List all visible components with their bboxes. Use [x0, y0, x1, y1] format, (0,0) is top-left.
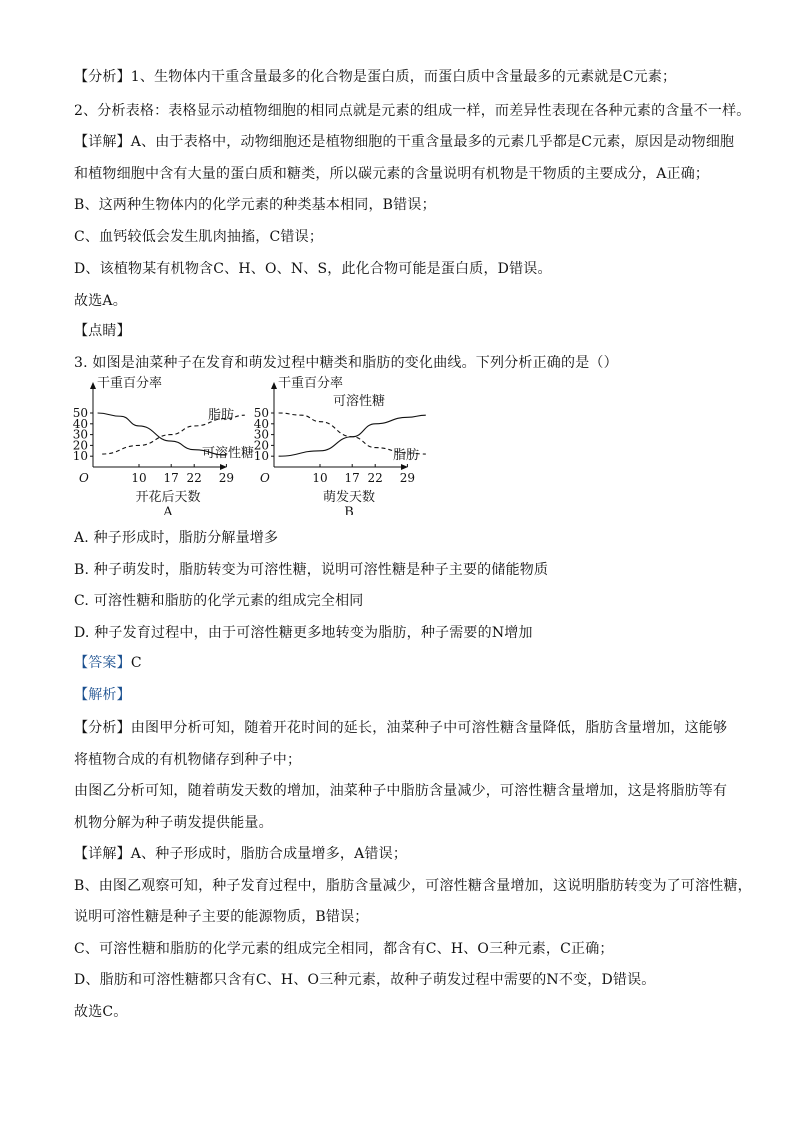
y-tick-label: 50 — [72, 406, 88, 420]
series-label: 可溶性糖 — [202, 446, 255, 461]
y-tick-label: 10 — [253, 449, 269, 464]
text-line: 3. 如图是油菜种子在发育和萌发过程中糖类和脂肪的变化曲线。下列分析正确的是（） — [74, 355, 618, 371]
series-label: 可溶性糖 — [333, 394, 386, 409]
analysis-line: 说明可溶性糖是种子主要的能源物质，B错误； — [74, 909, 369, 925]
text-line: 和植物细胞中含有大量的蛋白质和糖类，所以碳元素的含量说明有机物是干物质的主要成分，A正确； — [74, 166, 710, 182]
x-axis-label: 萌发天数 — [322, 490, 376, 505]
x-tick-label: 17 — [344, 471, 360, 485]
analysis-line: 机物分解为种子萌发提供能量。 — [74, 815, 273, 831]
x-tick-label: 17 — [163, 471, 179, 485]
text-line: 【详解】A、由于表格中，动物细胞还是植物细胞的干重含量最多的元素几乎都是C元素，原因是动物细胞 — [74, 134, 735, 150]
text-line: 【点睛】 — [74, 323, 131, 339]
y-axis-arrow — [271, 382, 277, 389]
x-tick-label: 29 — [218, 471, 235, 485]
option-line: B. 种子萌发时，脂肪转变为可溶性糖，说明可溶性糖是种子主要的储能物质 — [74, 562, 549, 578]
y-axis-arrow — [90, 382, 96, 389]
series-label: 脂肪 — [208, 408, 235, 423]
answer-line — [74, 652, 142, 672]
y-tick-label: 20 — [72, 438, 88, 453]
analysis-line: 将植物合成的有机物储存到种子中； — [74, 752, 302, 768]
option-line: A. 种子形成时，脂肪分解量增多 — [74, 530, 279, 546]
option-line: D. 种子发育过程中，由于可溶性糖更多地转变为脂肪，种子需要的N增加 — [74, 625, 533, 641]
x-tick-label: 10 — [131, 471, 147, 485]
x-tick-label: 22 — [367, 471, 383, 485]
text-line: C、血钙较低会发生肌肉抽搐，C错误； — [74, 229, 324, 245]
y-tick-label: 50 — [253, 406, 269, 420]
y-axis-label: 干重百分率 — [278, 376, 344, 391]
x-tick-label: 10 — [312, 471, 328, 485]
y-tick-label: 20 — [253, 438, 269, 453]
y-axis-label: 干重百分率 — [97, 376, 163, 391]
text-line: 2、分析表格：表格显示动植物细胞的相同点就是元素的组成一样，而差异性表现在各种元素的含量不一样。 — [74, 103, 751, 119]
series-label: 脂肪 — [393, 448, 420, 463]
option-line: C. 可溶性糖和脂肪的化学元素的组成完全相同 — [74, 593, 364, 609]
y-tick-label: 40 — [253, 416, 269, 431]
y-tick-label: 30 — [72, 427, 88, 442]
x-axis-label: 开花后天数 — [135, 490, 201, 505]
analysis-line: C、可溶性糖和脂肪的化学元素的组成完全相同，都含有C、H、O三种元素，C正确； — [74, 941, 614, 957]
analysis-line: 【分析】由图甲分析可知，随着开花时间的延长，油菜种子中可溶性糖含量降低，脂肪含量增加，这能够 — [74, 720, 728, 736]
y-tick-label: 40 — [72, 416, 88, 431]
analysis-heading: 【解析】 — [74, 687, 131, 703]
origin-label: O — [79, 471, 89, 485]
analysis-line: B、由图乙观察可知，种子发育过程中，脂肪含量减少，可溶性糖含量增加，这说明脂肪转变为了可溶性糖， — [74, 878, 752, 894]
x-tick-label: 29 — [399, 471, 416, 485]
text-line: 故选A。 — [74, 293, 127, 309]
origin-label: O — [260, 471, 270, 485]
panel-label: A — [163, 505, 173, 515]
chart-b — [254, 376, 426, 515]
text-line: 【分析】1、生物体内干重含量最多的化合物是蛋白质，而蛋白质中含量最多的元素就是C元素； — [74, 69, 677, 85]
x-tick-label: 22 — [186, 471, 202, 485]
analysis-line: D、脂肪和可溶性糖都只含有C、H、O三种元素，故种子萌发过程中需要的N不变，D错误。 — [74, 972, 656, 988]
figure-charts — [0, 375, 794, 515]
analysis-line: 由图乙分析可知，随着萌发天数的增加，油菜种子中脂肪含量减少，可溶性糖含量增加，这是将脂肪等有 — [74, 783, 728, 799]
text-line: B、这两种生物体内的化学元素的种类基本相同，B错误； — [74, 197, 436, 213]
analysis-line: 故选C。 — [74, 1004, 128, 1020]
y-tick-label: 30 — [253, 427, 269, 442]
analysis-line: 【详解】A、种子形成时，脂肪合成量增多，A错误； — [74, 846, 408, 862]
chart-a — [73, 376, 254, 515]
text-line: D、该植物某有机物含C、H、O、N、S，此化合物可能是蛋白质，D错误。 — [74, 261, 552, 277]
y-tick-label: 10 — [72, 449, 88, 464]
answer-value: C — [130, 655, 142, 671]
answer-label: 【答案】 — [74, 655, 131, 671]
panel-label: B — [344, 505, 354, 515]
